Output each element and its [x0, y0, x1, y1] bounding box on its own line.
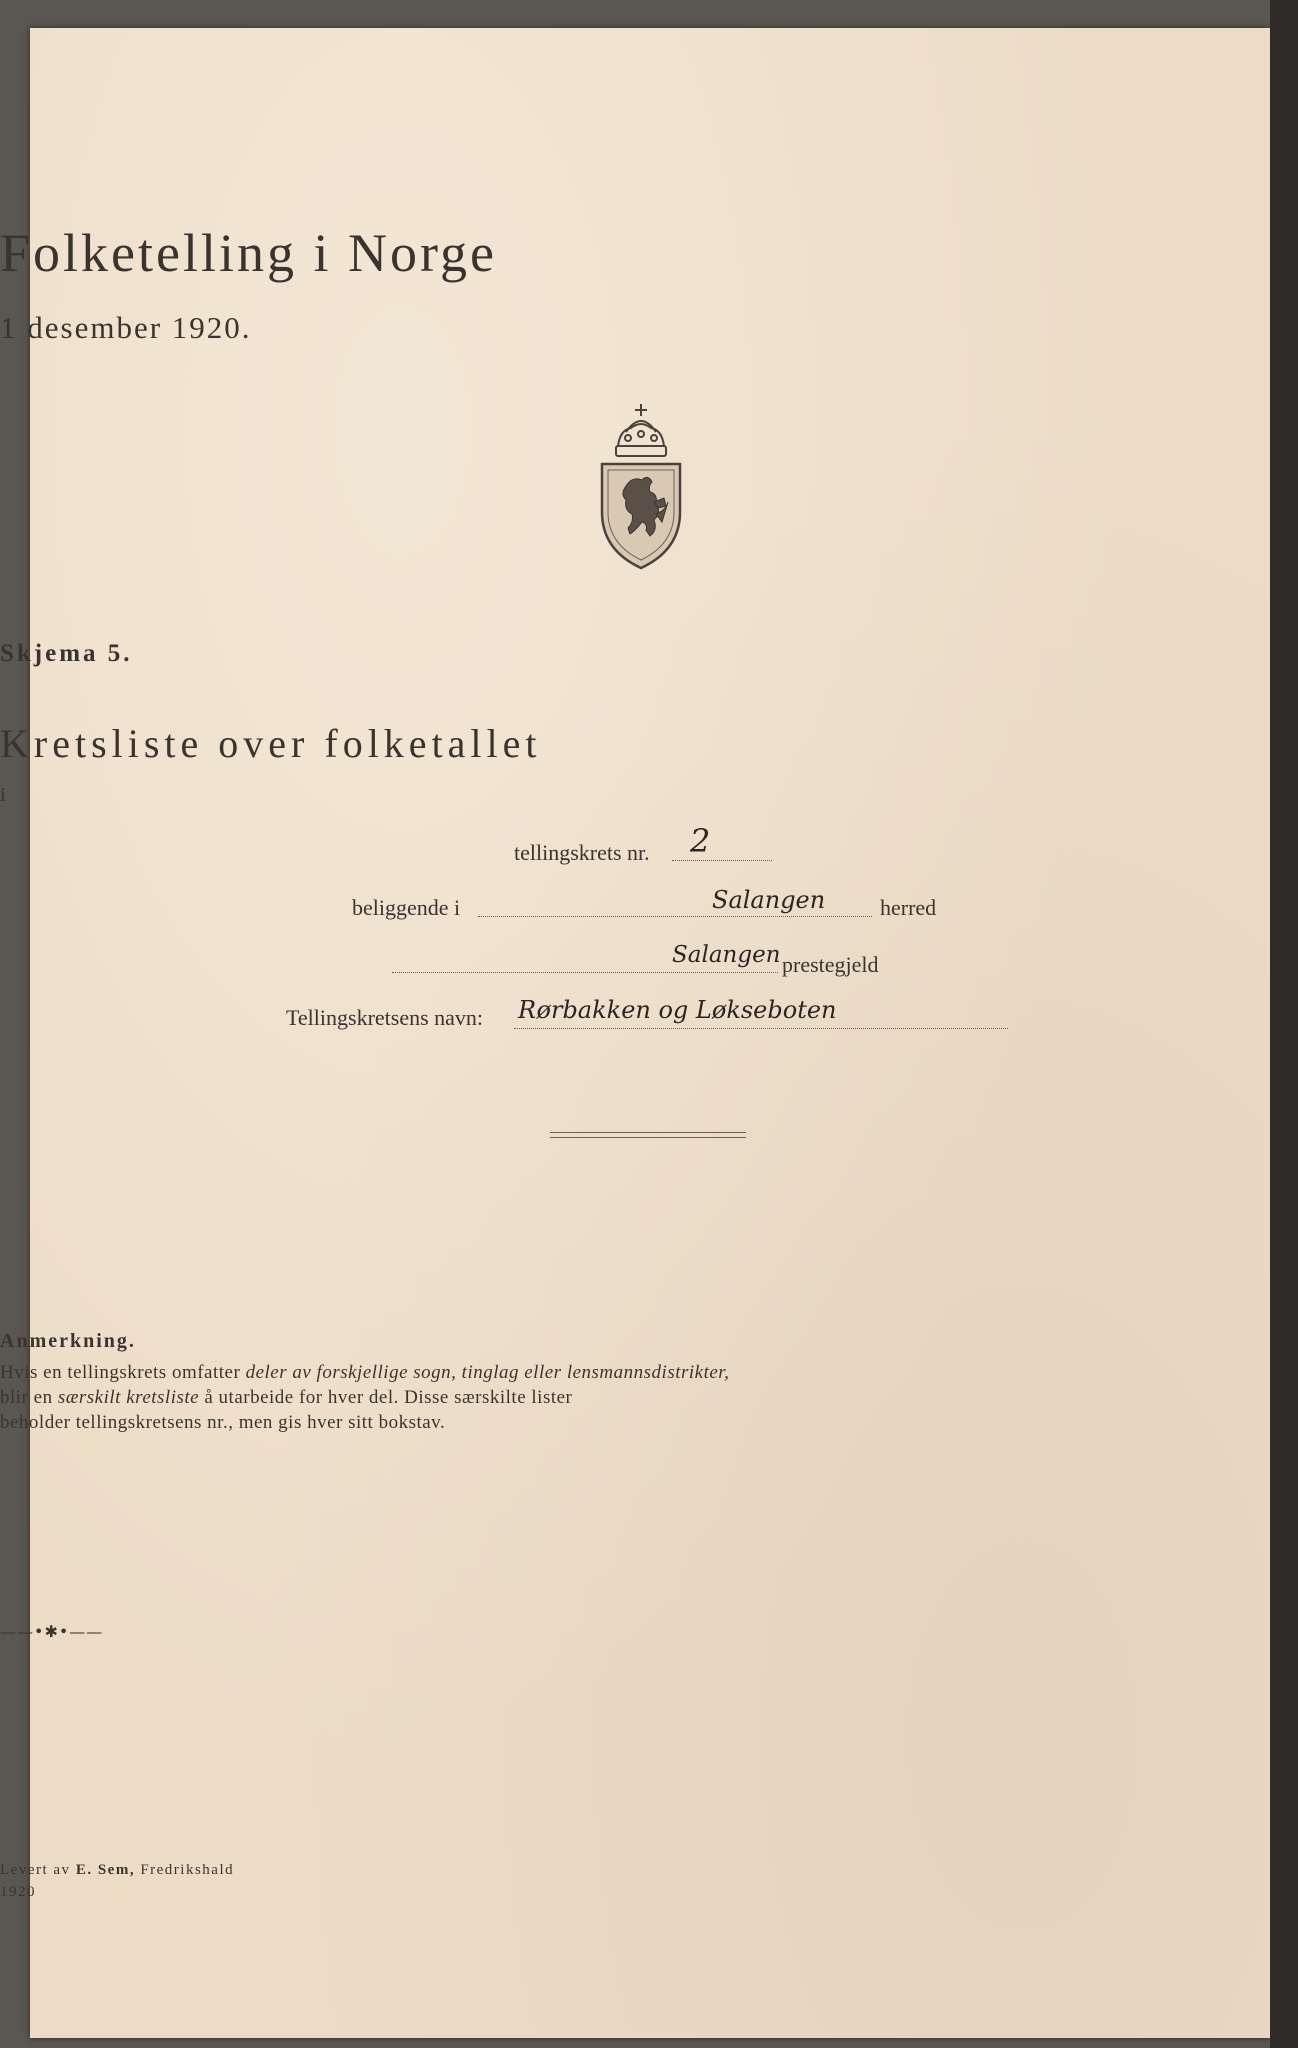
printer-line	[0, 1862, 1292, 1879]
form-title: Kretsliste over folketallet	[0, 721, 542, 766]
note-line-2-italic: særskilt kretsliste	[57, 1387, 200, 1408]
tellingskrets-value: 2	[690, 822, 711, 860]
scan-edge	[1270, 0, 1298, 2048]
prestegjeld-label: prestegjeld	[782, 952, 879, 977]
printer-prefix: Levert av	[0, 1862, 76, 1878]
note-line-2-text: blir en	[0, 1387, 58, 1408]
navn-line	[514, 1028, 1008, 1029]
tellingskrets-line	[672, 860, 772, 861]
note-line-3: beholder tellingskretsens nr., men gis hver sitt bokstav.	[0, 1412, 446, 1433]
note-line-1-italic: deler av forskjellige sogn, tinglag eller lensmannsdistrikter,	[245, 1362, 730, 1383]
printer-year: 1920	[0, 1884, 36, 1900]
prestegjeld-line	[392, 972, 778, 973]
note-heading: Anmerkning.	[0, 1330, 136, 1352]
beliggende-line	[478, 916, 872, 917]
document-title: Folketelling i Norge	[0, 223, 497, 283]
ornament-divider: ——•✱•——	[0, 1622, 104, 1641]
note-line-2	[0, 1387, 1292, 1409]
divider-rule-top	[550, 1132, 746, 1133]
note-line-2-text-end: å utarbeide for hver del. Disse særskilte lister	[199, 1387, 573, 1408]
herred-label: herred	[880, 895, 937, 920]
note-line-1	[0, 1362, 1292, 1384]
printer-name: E. Sem,	[75, 1862, 136, 1878]
note-line-1-text: Hvis en tellingskrets omfatter	[0, 1362, 246, 1383]
preposition-text: i	[0, 784, 6, 806]
beliggende-label: beliggende i	[352, 895, 461, 920]
tellingskrets-label: tellingskrets nr.	[514, 840, 650, 865]
norwegian-lion-coat-of-arms-icon	[596, 402, 686, 572]
beliggende-value: Salangen	[712, 886, 826, 914]
divider-rule-bottom	[550, 1137, 746, 1138]
navn-label: Tellingskretsens navn:	[286, 1005, 484, 1030]
printer-place: Fredrikshald	[135, 1862, 235, 1878]
prestegjeld-value: Salangen	[672, 942, 781, 968]
navn-value: Rørbakken og Løkseboten	[518, 996, 837, 1024]
form-number: Skjema 5.	[0, 640, 133, 667]
document-date: 1 desember 1920.	[0, 310, 252, 345]
